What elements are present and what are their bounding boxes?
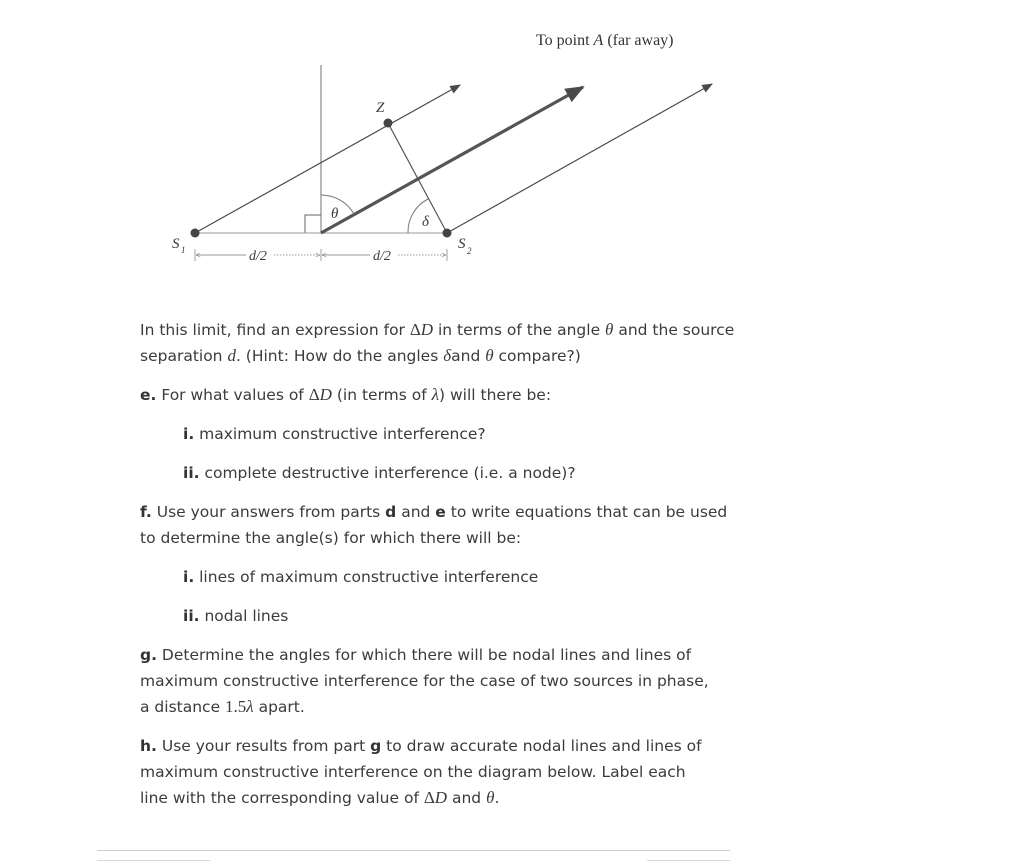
part-f-i: i. lines of maximum constructive interference [183, 568, 539, 586]
label-s2: S [458, 236, 466, 252]
label-d2-right: d/2 [373, 249, 391, 264]
label-s1-subscript: 1 [181, 245, 186, 255]
ray-from-s1 [195, 85, 460, 233]
part-e-question: e. For what values of ΔD (in terms of λ) will there be: [140, 385, 552, 404]
part-f-ii: ii. nodal lines [183, 607, 289, 625]
label-d2-left: d/2 [249, 249, 267, 264]
central-ray [321, 87, 583, 233]
part-h-question: h. Use your results from part g to draw accurate nodal lines and lines of maximum constructive interference on the diagram below. Label each line with the corresponding value of ΔD and θ. [140, 737, 702, 807]
part-g-question: g. Determine the angles for which there will be nodal lines and lines of maximum constructive interference for the case of two sources in phase, a distance 1.5λ apart. [140, 646, 709, 716]
right-angle-marker [305, 215, 321, 233]
two-source-interference-diagram [0, 0, 1024, 300]
label-s2-subscript: 2 [467, 246, 472, 256]
diagram-title-prefix: To point A (far away) [536, 32, 674, 49]
label-z: Z [376, 100, 385, 116]
part-f-question: f. Use your answers from parts d and e to write equations that can be used to determine the angle(s) for which there will be: [140, 503, 728, 547]
bottom-divider-right-fragment [647, 860, 730, 861]
intro-paragraph: In this limit, find an expression for ΔD in terms of the angle θ and the source separation d. (Hint: How do the angles δand θ compare?) [140, 320, 735, 365]
ray-from-s2 [447, 84, 712, 233]
label-theta: θ [331, 206, 339, 222]
point-z [384, 119, 393, 128]
label-delta: δ [422, 214, 429, 230]
perpendicular-s2-to-z [388, 123, 447, 233]
bottom-divider-left-fragment [97, 860, 210, 861]
part-e-i: i. maximum constructive interference? [183, 425, 486, 443]
source-s1-point [191, 229, 200, 238]
bottom-divider [97, 850, 730, 851]
source-s2-point [443, 229, 452, 238]
label-s1: S [172, 236, 180, 252]
part-e-ii: ii. complete destructive interference (i.e. a node)? [183, 464, 576, 482]
